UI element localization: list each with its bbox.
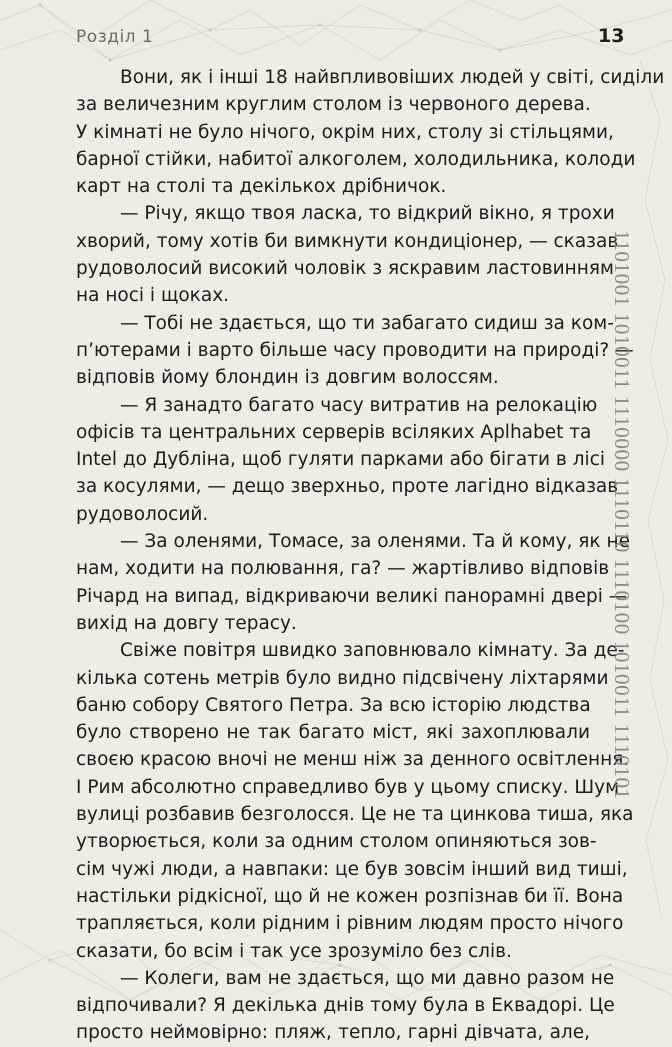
text-line: трапляється, коли рідним і рівним людям просто нічого: [76, 913, 624, 935]
running-head-chapter: Розділ 1: [76, 27, 154, 47]
text-line: сім чужі люди, а навпаки: це був зовсім інший вид тиші,: [76, 858, 628, 880]
text-line: нам, ходити на полювання, га? — жартівливо відповів: [76, 558, 610, 580]
text-line: — Колеги, вам не здається, що ми давно разом не: [120, 967, 615, 989]
text-line: хворий, тому хотів би вимкнути кондиціонер, — сказав: [76, 230, 619, 252]
text-line: офісів та центральних серверів всіляких Aplhabet та: [76, 421, 592, 443]
text-line: своєю красою вночі не менш ніж за денного освітлення.: [76, 749, 630, 771]
text-line: карт на столі та декількох дрібничок.: [76, 176, 447, 198]
text-line: — Річу, якщо твоя ласка, то відкрий вікно, я трохи: [120, 203, 615, 225]
text-line: — За оленями, Томасе, за оленями. Та й кому, як не: [120, 531, 630, 553]
text-line: за величезним круглим столом із червоного дерева.: [76, 94, 591, 116]
text-line: відпочивали? Я декілька днів тому була в Еквадорі. Це: [76, 995, 615, 1017]
binary-side-text: 1101001 1010011 1110000 1110110 1110100 1010011 1110101: [610, 230, 634, 800]
text-line: вулиці розбавив безголосся. Це не та цинкова тиша, яка: [76, 804, 634, 826]
text-line: Свіже повітря швидко заповнювало кімнату. За де-: [120, 640, 625, 662]
text-line: рудоволосий високий чоловік з яскравим ластовинням: [76, 258, 614, 280]
text-line: сказати, бо всім і так усе зрозуміло без слів.: [76, 940, 512, 962]
text-line: просто неймовірно: пляж, тепло, гарні дівчата, але,: [76, 1022, 590, 1044]
page-number: 13: [598, 25, 625, 47]
text-line: — Я занадто багато часу витратив на релокацію: [120, 394, 598, 416]
text-line: вихід на довгу терасу.: [76, 612, 297, 634]
text-line: за косулями, — дещо зверхньо, проте лагідно відказав: [76, 476, 619, 498]
text-line: було створено не так багато міст, які захоплювали: [76, 722, 590, 744]
text-line: відповів йому блондин із довгим волоссям.: [76, 367, 499, 389]
text-line: У кімнаті не було нічого, окрім них, столу зі стільцями,: [76, 121, 614, 143]
text-line: утворюється, коли за одним столом опиняються зов-: [76, 831, 597, 853]
text-line: настільки рідкісної, що й не кожен розпізнав би її. Вона: [76, 885, 624, 907]
text-line: барної стійки, набитої алкоголем, холодильника, колоди: [76, 148, 636, 170]
text-line: Вони, як і інші 18 найвпливовіших людей у світі, сиділи: [120, 67, 665, 88]
text-line: на носі і щоках.: [76, 285, 230, 307]
text-line: І Рим абсолютно справедливо був у цьому списку. Шум: [76, 776, 620, 798]
text-line: — Тобі не здається, що ти забагато сидиш за ком-: [120, 312, 614, 334]
text-line: баню собору Святого Петра. За всю історію людства: [76, 694, 591, 716]
text-line: рудоволосий.: [76, 503, 209, 525]
text-line: Intel до Дубліна, щоб гуляти парками або бігати в лісі: [76, 449, 605, 471]
text-line: Річард на випад, відкриваючи великі панорамні двері —: [76, 585, 628, 607]
text-line: п’ютерами і варто більше часу проводити на природі? —: [76, 339, 634, 361]
text-line: кілька сотень метрів було видно підсвічену ліхтарями: [76, 667, 609, 689]
